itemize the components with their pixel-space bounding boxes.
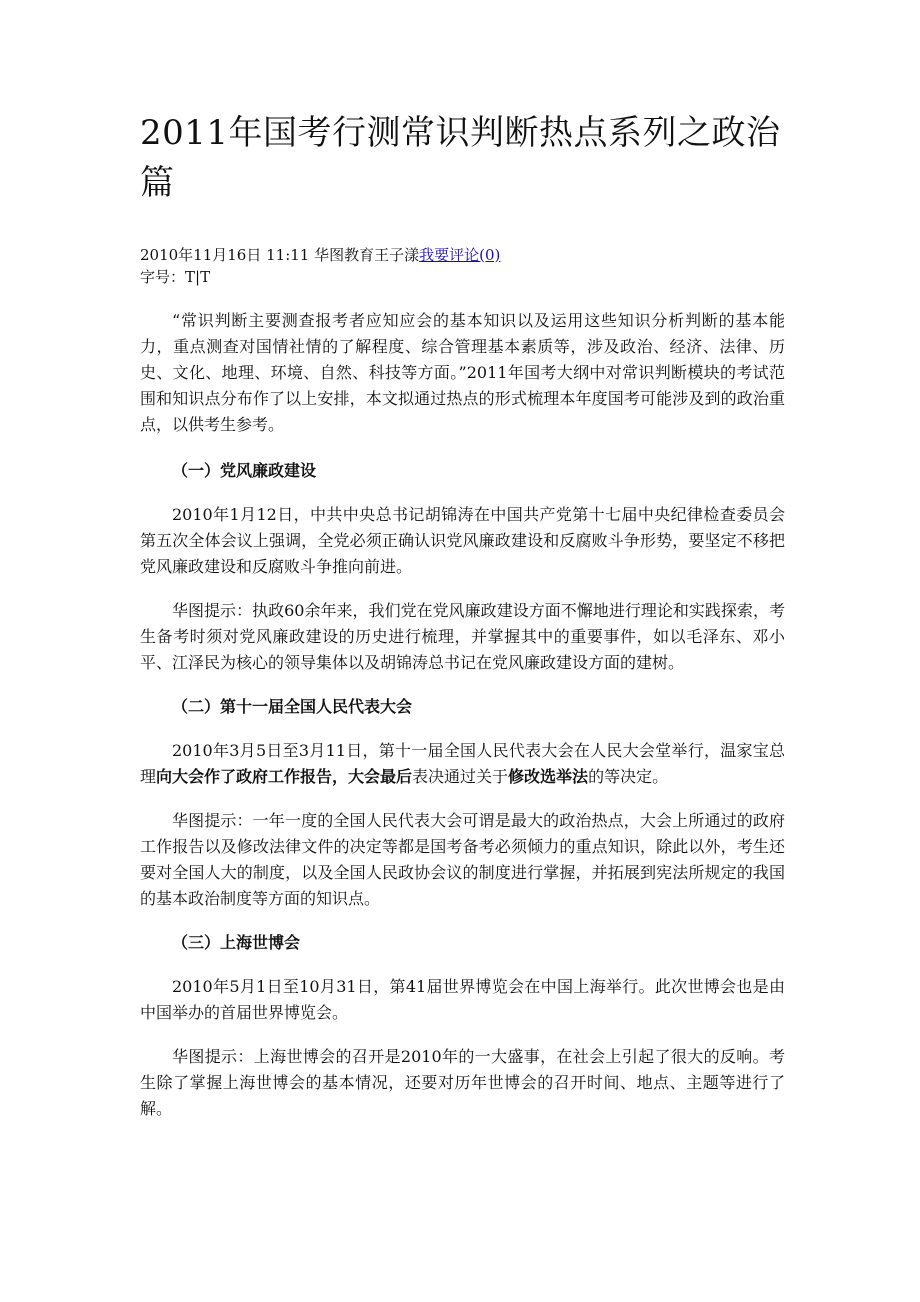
body-text: 的等决定。 [588, 767, 669, 786]
publish-date: 2010年11月16日 11:11 [140, 246, 310, 264]
font-size-toggle[interactable]: T|T [185, 268, 211, 286]
font-size-control [140, 266, 785, 288]
section-tip: 华图提示：执政60余年来，我们党在党风廉政建设方面不懈地进行理论和实践探索，考生备考时须对党风廉政建设的历史进行梳理，并掌握其中的重要事件，如以毛泽东、邓小平、江泽民为核心的领导集体以及胡锦涛总书记在党风廉政建设方面的建树。 [140, 601, 785, 672]
section-body: 2010年5月1日至10月31日，第41届世界博览会在中国上海举行。此次世博会也是由中国举办的首届世界博览会。 [140, 977, 785, 1022]
section-body: 2010年1月12日，中共中央总书记胡锦涛在中国共产党第十七届中央纪律检查委员会第五次全体会议上强调，全党必须正确认识党风廉政建设和反腐败斗争形势，要坚定不移把党风廉政建设和反腐败斗争推向前进。 [140, 505, 785, 576]
body-text: 2010年3月5日至3月11日，第十一届全国人民代表大会在人民大会堂举行，温家宝总理 [140, 741, 785, 786]
section-heading: （二）第十一届全国人民代表大会 [172, 697, 413, 716]
section-tip: 华图提示：一年一度的全国人民代表大会可谓是最大的政治热点，大会上所通过的政府工作报告以及修改法律文件的决定等都是国考备考必须倾力的重点知识，除此以外，考生还要对全国人大的制度，以及全国人民政协会议的制度进行掌握，并拓展到宪法所规定的我国的基本政治制度等方面的知识点。 [140, 811, 785, 908]
article-meta [140, 244, 785, 266]
section-tip: 华图提示：上海世博会的召开是2010年的一大盛事，在社会上引起了很大的反响。考生除了掌握上海世博会的基本情况，还要对历年世博会的召开时间、地点、主题等进行了解。 [140, 1047, 785, 1118]
comment-link[interactable]: 我要评论(0) [419, 246, 501, 264]
section-heading: （三）上海世博会 [172, 933, 301, 952]
body-bold-text: 修改选举法 [508, 767, 589, 786]
section-heading: （一）党风廉政建设 [172, 461, 317, 480]
font-size-label: 字号： [140, 268, 186, 286]
body-bold-text: 向大会作了政府工作报告，大会最后 [156, 767, 413, 786]
article [140, 108, 785, 1140]
intro-paragraph: “常识判断主要测查报考者应知应会的基本知识以及运用这些知识分析判断的基本能力，重点测查对国情社情的了解程度、综合管理基本素质等，涉及政治、经济、法律、历史、文化、地理、环境、自然、科技等方面。”2011年国考大纲中对常识判断模块的考试范围和知识点分布作了以上安排，本文拟通过热点的形式梳理本年度国考可能涉及到的政治重点，以供考生参考。 [140, 311, 785, 434]
body-text: 表决通过关于 [412, 767, 509, 786]
article-title: 2011年国考行测常识判断热点系列之政治篇 [140, 113, 781, 203]
author: 华图教育王子漾 [309, 246, 420, 264]
section-body [140, 738, 785, 790]
